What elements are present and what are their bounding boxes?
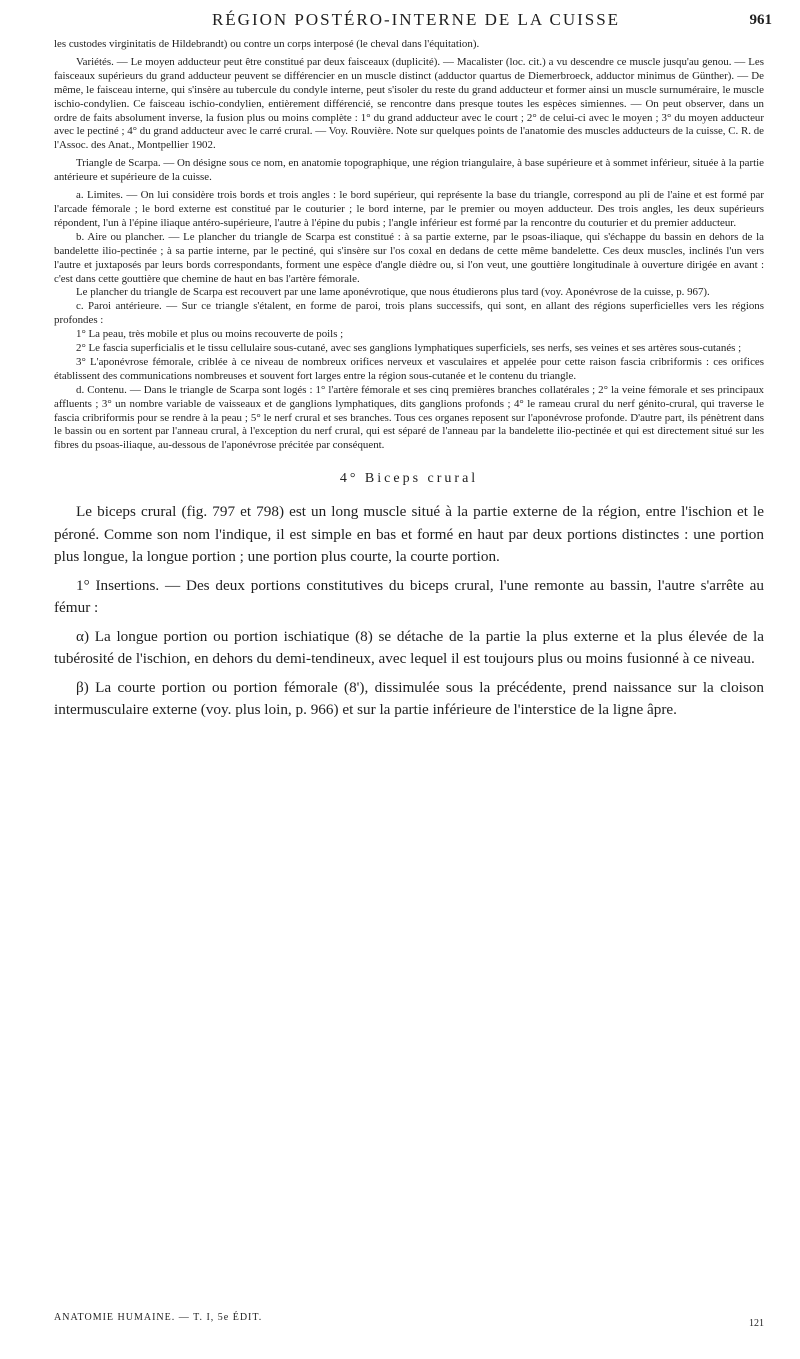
contents-paragraph: d. Contenu. — Dans le triangle de Scarpa sont logés : 1° l'artère fémorale et ses cinq premières branches collatérales ; 2° la veine fémorale et ses principaux affluents ; 3° un nombre variable de vaisseaux et de ganglions lymphatiques, dits ganglions profonds ; 4° le rameau crural du nerf génito-crural, qui traverse le fascia cribriformis pour se rendre à la peau ; 5° le nerf crural et ses branches. Tous ces organes reposent sur l'aponévrose profonde. D'autre part, ils pénètrent dans le bassin ou en sortent par l'anneau crural, à l'exception du nerf crural, qui est séparé de l'anneau par la bandelette ilio-pectinée et qui est directement situé sur les fibres du psoas-iliaque, au-dessous de l'aponévrose précitée par conséquent. bbox=[54, 383, 764, 452]
scarpa-triangle-intro: Triangle de Scarpa. — On désigne sous ce nom, en anatomie topographique, une région triangulaire, à base supérieure et à sommet inférieur, située à la partie antérieure et supérieure de la cuisse. bbox=[54, 157, 764, 184]
continued-paragraph: les custodes virginitatis de Hildebrandt) ou contre un corps interposé (le cheval dans l'équitation). bbox=[54, 38, 480, 50]
floor-paragraph: b. Aire ou plancher. — Le plancher du triangle de Scarpa est constitué : à sa partie externe, par le psoas-iliaque, qui s'échappe du bassin en dehors de la bandelette ilio-pectinée ; à sa partie interne, par le pectiné, qui s'insère sur l'os coxal en dedans de cette même bandelette. Ces deux muscles, inclinés l'un vers l'autre et juxtaposés par leurs bords correspondants, forment une espèce d'angle dièdre ou, si l'on veut, une gouttière longitudinale à ouverture dirigée en avant : c'est dans cette gouttière que chemine de haut en bas l'artère fémorale. bbox=[54, 230, 764, 285]
layer-skin: 1° La peau, très mobile et plus ou moins recouverte de poils ; bbox=[76, 328, 344, 341]
floor-covering-paragraph: Le plancher du triangle de Scarpa est recouvert par une lame aponévrotique, que nous étudierons plus tard (voy. Aponévrose de la cuisse, p. 967). bbox=[76, 286, 710, 299]
signature-mark: 121 bbox=[749, 1318, 764, 1329]
biceps-intro-paragraph: Le biceps crural (fig. 797 et 798) est un long muscle situé à la partie externe de la région, entre l'ischion et le péroné. Comme son nom l'indique, il est simple en bas et formé en haut par deux portions distinctes : une portion plus longue, la longue portion ; une portion plus courte, la courte portion. bbox=[54, 503, 764, 566]
footer-running-title: ANATOMIE HUMAINE. — T. I, 5e ÉDIT. bbox=[54, 1312, 263, 1323]
page-header bbox=[60, 10, 772, 40]
limits-paragraph: a. Limites. — On lui considère trois bords et trois angles : le bord supérieur, qui représente la base du triangle, correspond au pli de l'aine et est formé par l'arcade fémorale ; le bord externe est constitué par le couturier ; le bord interne, par le premier ou moyen adducteur. Des trois angles, les deux supérieurs répondent, l'un à l'épine iliaque antéro-supérieure, l'autre à l'épine du pubis ; l'angle inférieur est formé par la rencontre du couturier et du premier adducteur. bbox=[54, 189, 764, 229]
anterior-wall-paragraph: c. Paroi antérieure. — Sur ce triangle s'étalent, en forme de paroi, trois plans successifs, qui sont, en allant des régions superficielles vers les régions profondes : bbox=[54, 300, 764, 327]
variants-paragraph: Variétés. — Le moyen adducteur peut être constitué par deux faisceaux (duplicité). — Macalister (loc. cit.) a vu descendre ce muscle jusqu'au genou. — Les faisceaux supérieurs du grand adducteur peuvent se différencier en un muscle distinct (adductor quartus de Diemerbroeck, adductor minimus de Günther). — De même, le faisceau interne, qui s'insère au tubercule du condyle interne, peut s'isoler du reste du grand adducteur et former ainsi un muscle surnuméraire, le muscle ischio-condylien. Ce faisceau ischio-condylien, entièrement différencié, se rencontre dans presque toutes les espèces simiennes. — On peut observer, dans un ordre de faits absolument inverse, la fusion plus ou moins complète : 1° du grand adducteur avec le court ; 2° de celui-ci avec le moyen ; 3° du moyen adducteur avec le pectiné ; 4° du grand adducteur avec le carré crural. — Voy. Rouvière. Note sur quelques points de l'anatomie des muscles adducteurs de la cuisse, C. R. de l'Assoc. des Anat., Montpellier 1902. bbox=[54, 55, 764, 152]
layer-aponeurosis: 3° L'aponévrose fémorale, criblée à ce niveau de nombreux orifices nerveux et vasculaires et appelée pour cette raison fascia cribriformis : ces orifices établissent des communications nombreuses et souvent fort larges entre la région sous-cutanée et le contenu du triangle. bbox=[54, 355, 764, 382]
page-body bbox=[54, 38, 764, 722]
page-footer bbox=[54, 1312, 764, 1342]
page-number: 961 bbox=[749, 12, 772, 28]
short-portion-paragraph: β) La courte portion ou portion fémorale (8'), dissimulée sous la précédente, prend naissance sur la cloison intermusculaire externe (voy. plus loin, p. 966) et sur la partie inférieure de l'interstice de la ligne âpre. bbox=[54, 678, 764, 719]
section-heading: 4° Biceps crural bbox=[339, 471, 479, 487]
layer-fascia-superficialis: 2° Le fascia superficialis et le tissu cellulaire sous-cutané, avec ses ganglions lymphatiques superficiels, ses nerfs, ses veines et ses artères sous-cutanés ; bbox=[76, 342, 742, 355]
running-head: RÉGION POSTÉRO-INTERNE DE LA CUISSE bbox=[211, 10, 621, 29]
insertions-paragraph: 1° Insertions. — Des deux portions constitutives du biceps crural, l'une remonte au bassin, l'autre s'arrête au fémur : bbox=[54, 576, 764, 617]
long-portion-paragraph: α) La longue portion ou portion ischiatique (8) se détache de la partie la plus externe et la plus élevée de la tubérosité de l'ischion, en dehors du demi-tendineux, avec lequel il est toujours plus ou moins fusionné à ce niveau. bbox=[54, 627, 764, 668]
